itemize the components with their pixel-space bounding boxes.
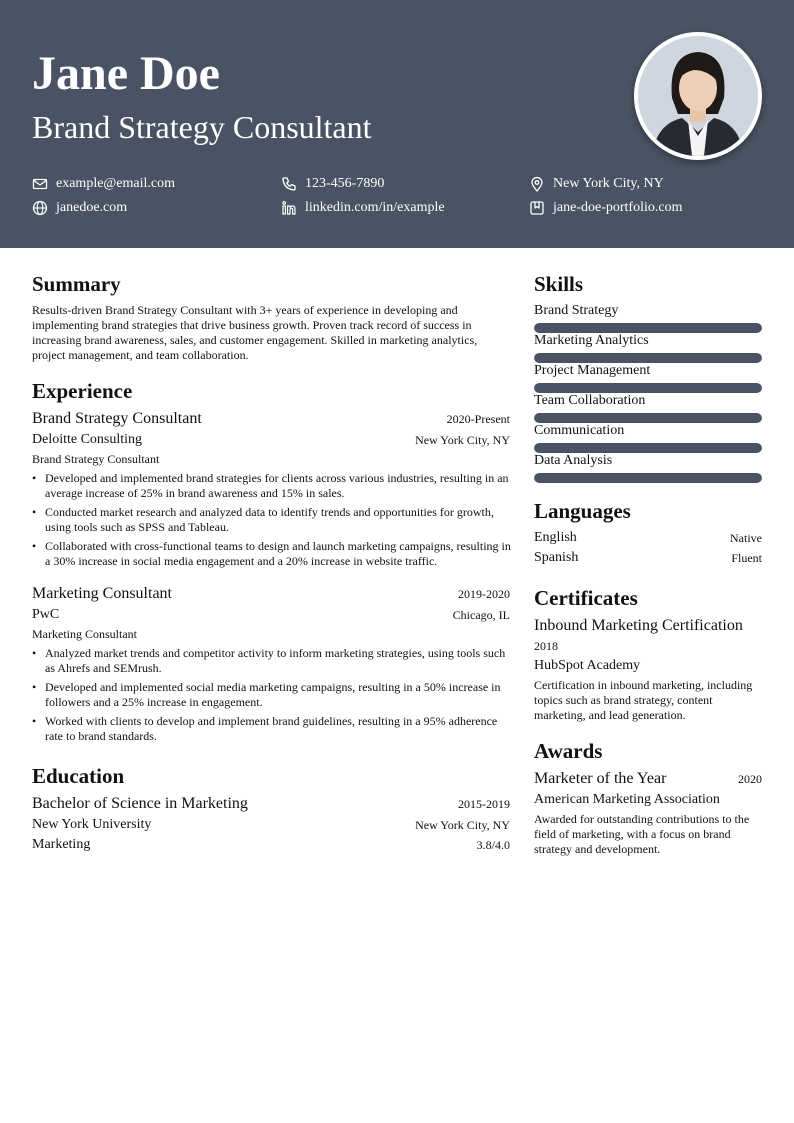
contact-website[interactable] bbox=[32, 199, 127, 217]
list-item: • Developed and implemented brand strategies for clients across various industries, resulting in an average increase of 25% in brand awareness and 15% in sales. bbox=[32, 471, 512, 501]
linkedin-icon bbox=[281, 200, 297, 216]
education-location: New York City, NY bbox=[415, 818, 510, 832]
list-item: • Worked with clients to develop and implement brand guidelines, resulting in a 95% adherence rate to brand standards. bbox=[32, 714, 512, 744]
job-dates: 2019-2020 bbox=[458, 587, 510, 601]
list-item: • Collaborated with cross-functional teams to design and launch marketing campaigns, resulting in a 30% increase in social media engagement and a 20% increase in website traffic. bbox=[32, 539, 512, 569]
skill-label: Data Analysis bbox=[534, 453, 613, 468]
language-name: Spanish bbox=[534, 550, 579, 565]
contact-phone-text: 123-456-7890 bbox=[305, 176, 385, 191]
award-year: 2020 bbox=[738, 772, 762, 786]
summary-text: Results-driven Brand Strategy Consultant with 3+ years of experience in developing and implementing brand strategies that drive business growth. Proven track record of success in increasing brand awareness, sales, and customer engagement. Skilled in marketing analytics, project management, and team collaboration. bbox=[32, 303, 478, 362]
certificates-heading: Certificates bbox=[534, 586, 638, 610]
job-company: Deloitte Consulting bbox=[32, 432, 143, 447]
certificate-issuer: HubSpot Academy bbox=[534, 658, 641, 673]
list-item: • Conducted market research and analyzed data to identify trends and opportunities for growth, using tools such as SPSS and Tableau. bbox=[32, 505, 512, 535]
location-pin-icon bbox=[529, 176, 545, 192]
certificate-name: Inbound Marketing Certification bbox=[534, 617, 743, 634]
certificate-description: Certification in inbound marketing, including topics such as brand strategy, content marketing, and lead generation. bbox=[534, 678, 753, 722]
list-item: • Analyzed market trends and competitor activity to inform marketing strategies, using tools such as Ahrefs and SEMrush. bbox=[32, 646, 512, 676]
job-role: Marketing Consultant bbox=[32, 627, 137, 641]
job-title: Brand Strategy Consultant bbox=[32, 410, 202, 427]
skill-label: Brand Strategy bbox=[534, 303, 619, 318]
job-bullet-list bbox=[32, 646, 512, 748]
job-bullet-list bbox=[32, 471, 512, 573]
education-degree: Bachelor of Science in Marketing bbox=[32, 795, 248, 812]
skill-label: Team Collaboration bbox=[534, 393, 646, 408]
award-description: Awarded for outstanding contributions to the field of marketing, with a focus on brand strategy and development. bbox=[534, 812, 750, 856]
experience-heading: Experience bbox=[32, 379, 133, 403]
skill-level-fill bbox=[534, 473, 762, 483]
phone-icon bbox=[281, 176, 297, 192]
language-level: Fluent bbox=[731, 551, 762, 565]
award-name: Marketer of the Year bbox=[534, 770, 667, 787]
job-location: New York City, NY bbox=[415, 433, 510, 447]
contact-email[interactable] bbox=[32, 175, 175, 193]
portfolio-icon bbox=[529, 200, 545, 216]
list-item: • Developed and implemented social media marketing campaigns, resulting in a 50% increase in followers and a 25% increase in engagement. bbox=[32, 680, 512, 710]
job-title: Marketing Consultant bbox=[32, 585, 172, 602]
skill-level-bar bbox=[534, 473, 762, 483]
education-gpa: 3.8/4.0 bbox=[476, 838, 510, 852]
languages-heading: Languages bbox=[534, 499, 631, 523]
skills-heading: Skills bbox=[534, 272, 584, 296]
education-heading: Education bbox=[32, 764, 125, 788]
candidate-name: Jane Doe bbox=[32, 47, 220, 100]
contact-phone[interactable] bbox=[281, 175, 384, 193]
language-level: Native bbox=[730, 531, 762, 545]
certificate-year: 2018 bbox=[534, 639, 558, 653]
contact-portfolio[interactable] bbox=[529, 199, 682, 217]
education-dates: 2015-2019 bbox=[458, 797, 510, 811]
awards-heading: Awards bbox=[534, 739, 603, 763]
contact-location bbox=[529, 175, 664, 193]
candidate-title: Brand Strategy Consultant bbox=[32, 109, 372, 145]
skill-label: Project Management bbox=[534, 363, 651, 378]
profile-photo bbox=[634, 32, 762, 160]
education-field: Marketing bbox=[32, 837, 91, 852]
globe-icon bbox=[32, 200, 48, 216]
skill-label: Marketing Analytics bbox=[534, 333, 649, 348]
contact-linkedin-text: linkedin.com/in/example bbox=[305, 200, 445, 215]
contact-linkedin[interactable] bbox=[281, 199, 445, 217]
contact-email-text: example@email.com bbox=[56, 176, 176, 191]
resume-header bbox=[0, 0, 794, 248]
education-school: New York University bbox=[32, 817, 152, 832]
job-role: Brand Strategy Consultant bbox=[32, 452, 160, 466]
portrait-icon bbox=[638, 36, 758, 156]
skill-label: Communication bbox=[534, 423, 625, 438]
job-company: PwC bbox=[32, 607, 60, 622]
job-location: Chicago, IL bbox=[452, 608, 510, 622]
language-name: English bbox=[534, 530, 577, 545]
contact-website-text: janedoe.com bbox=[56, 200, 128, 215]
summary-heading: Summary bbox=[32, 272, 121, 296]
contact-location-text: New York City, NY bbox=[553, 176, 664, 191]
job-dates: 2020-Present bbox=[446, 412, 510, 426]
email-icon bbox=[32, 176, 48, 192]
award-issuer: American Marketing Association bbox=[534, 792, 720, 807]
contact-portfolio-text: jane-doe-portfolio.com bbox=[553, 200, 683, 215]
